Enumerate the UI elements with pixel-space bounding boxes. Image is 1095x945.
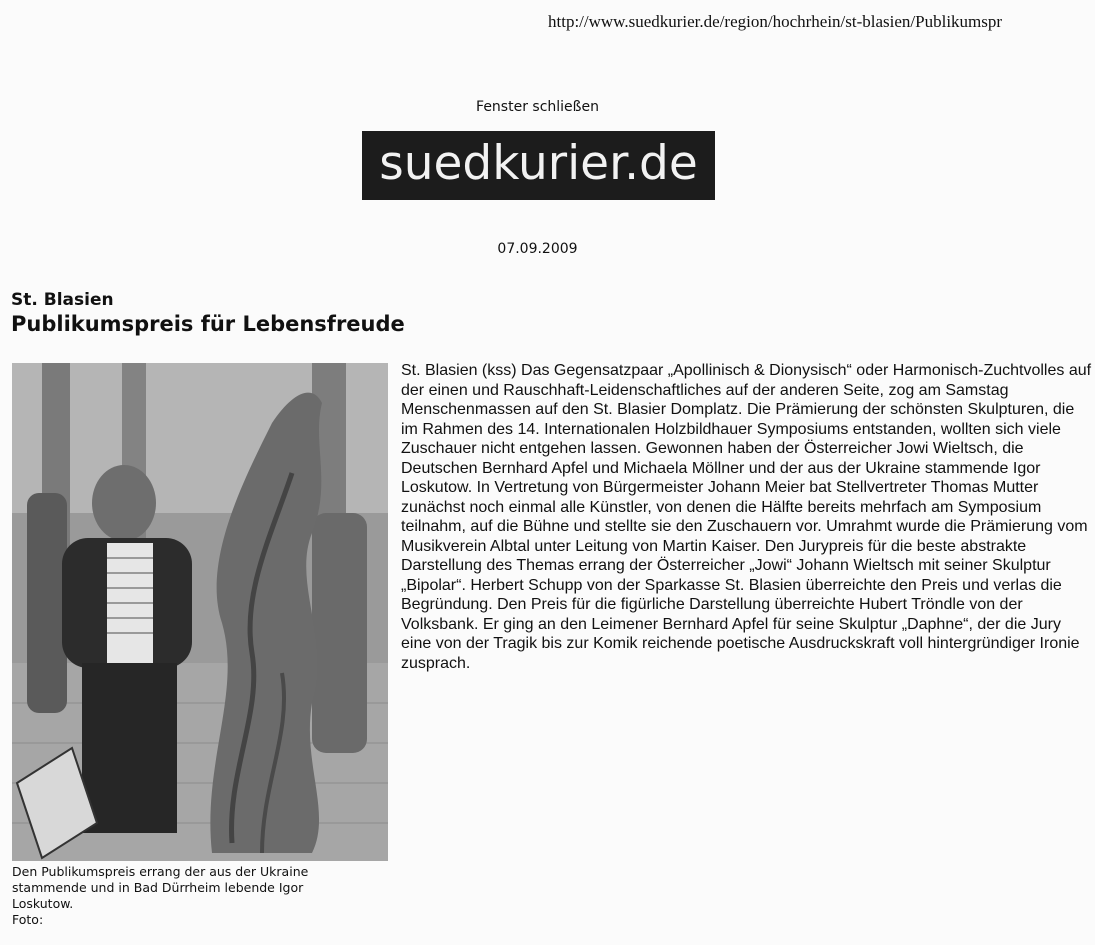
close-window-link[interactable]: Fenster schließen: [476, 99, 599, 115]
article-date: 07.09.2009: [497, 241, 578, 257]
photo-credit: Foto:: [12, 912, 44, 927]
article-kicker: St. Blasien: [11, 290, 114, 310]
photo-sculpture-artist-image: [12, 363, 388, 861]
suedkurier-logo: suedkurier.de: [362, 131, 715, 200]
photo-caption-text: Den Publikumspreis errang der aus der Ukraine stammende und in Bad Dürrheim lebende Igor Loskutow.: [12, 864, 309, 911]
article-photo: [12, 363, 388, 861]
article-body: St. Blasien (kss) Das Gegensatzpaar „Apollinisch & Dionysisch“ oder Harmonisch-Zuchtvolles auf der einen und Rauschhaft-Leidenschaftliches auf der anderen Seite, zog am Samstag Menschenmassen auf den St. Blasier Domplatz. Die Prämierung der schönsten Skulpturen, die im Rahmen des 14. Internationalen Holzbildhauer Symposiums entstanden, wollten sich viele Zuschauer nicht entgehen lassen. Gewonnen haben der Österreicher Jowi Wieltsch, die Deutschen Bernhard Apfel und Michaela Möllner und der aus der Ukraine stammende Igor Loskutow. In Vertretung von Bürgermeister Johann Meier bat Stellvertreter Thomas Mutter zunächst noch einmal alle Künstler, von denen die Hälfte bereits mehrfach am Symposium teilnahm, auf die Bühne und stellte sie den Zuschauern vor. Umrahmt wurde die Prämierung vom Musikverein Albtal unter Leitung von Martin Kaiser. Den Jurypreis für die beste abstrakte Darstellung des Themas errang der Österreicher „Jowi“ Johann Wieltsch mit seiner Skulptur „Bipolar“. Herbert Schupp von der Sparkasse St. Blasien überreichte den Preis und verlas die Begründung. Den Preis für die figürliche Darstellung überreichte Hubert Tröndle von der Volksbank. Er ging an den Leimener Bernhard Apfel für seine Skulptur „Daphne“, der die Jury eine von der Tragik bis zur Komik reichende poetische Ausdruckskraft voll hintergründiger Ironie zusprach.: [401, 362, 1092, 672]
photo-caption: [12, 864, 342, 928]
page-url: http://www.suedkurier.de/region/hochrhein/st-blasien/Publikumspr: [548, 12, 1003, 31]
article-headline: Publikumspreis für Lebensfreude: [11, 312, 405, 336]
